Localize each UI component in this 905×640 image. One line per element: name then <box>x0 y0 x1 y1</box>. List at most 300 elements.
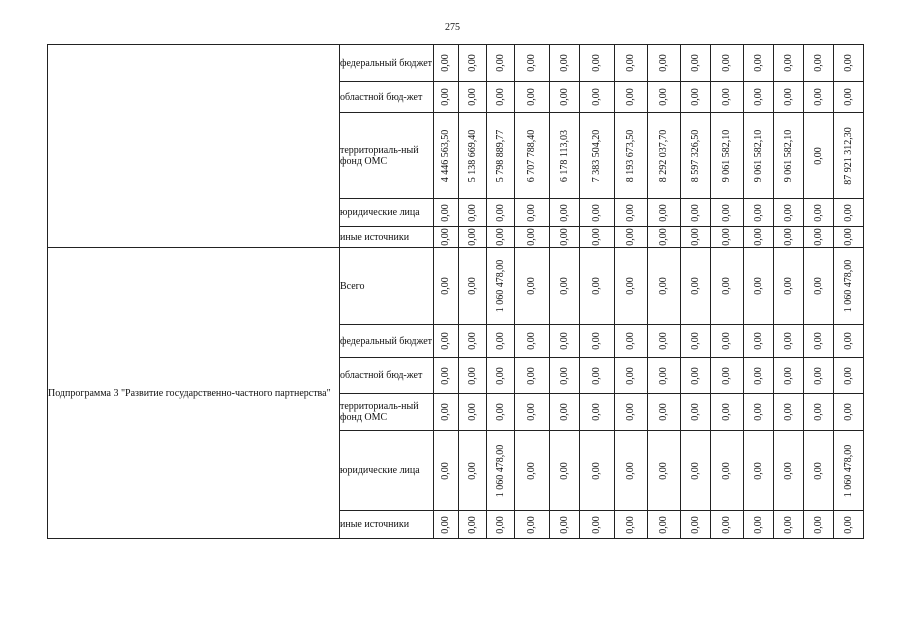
value-text: 0,00 <box>440 461 451 480</box>
value-cell <box>550 431 580 511</box>
value-text: 0,00 <box>782 366 794 385</box>
value-cell <box>744 45 774 82</box>
value-cell <box>550 113 580 199</box>
value-text: 0,00 <box>752 88 764 106</box>
value-text: 0,00 <box>752 203 764 222</box>
value-text: 0,00 <box>752 277 764 295</box>
value-cell <box>774 358 804 394</box>
value-cell <box>744 511 774 539</box>
funding-source-cell: областной бюд-жет <box>340 82 434 113</box>
value-text: 0,00 <box>689 203 701 222</box>
value-text: 0,00 <box>812 54 824 72</box>
value-text: 0,00 <box>782 515 794 534</box>
value-text: 0,00 <box>494 54 506 72</box>
value-cell <box>615 358 648 394</box>
value-text: 0,00 <box>782 203 794 222</box>
value-cell <box>774 511 804 539</box>
value-text: 0,00 <box>440 403 451 421</box>
value-text: 0,00 <box>440 228 451 246</box>
value-cell <box>711 248 744 325</box>
value-text: 0,00 <box>526 461 537 480</box>
value-cell <box>834 358 864 394</box>
value-cell <box>834 199 864 227</box>
value-text: 0,00 <box>625 277 636 295</box>
value-text: 0,00 <box>752 366 764 385</box>
value-text: 9 061 582,10 <box>721 129 732 182</box>
value-text: 0,00 <box>558 515 570 534</box>
value-cell <box>774 431 804 511</box>
value-text: 0,00 <box>689 88 701 106</box>
value-cell <box>774 199 804 227</box>
value-text: 0,00 <box>658 203 669 222</box>
value-cell <box>834 82 864 113</box>
value-text: 1 060 478,00 <box>842 259 854 313</box>
value-text: 9 061 582,10 <box>752 129 764 182</box>
value-text: 0,00 <box>752 403 764 421</box>
value-cell <box>550 82 580 113</box>
value-text: 0,00 <box>558 203 570 222</box>
value-cell <box>834 325 864 358</box>
value-text: 0,00 <box>689 366 701 385</box>
value-cell <box>615 199 648 227</box>
value-text: 0,00 <box>526 332 537 350</box>
value-cell <box>459 358 487 394</box>
value-cell <box>459 82 487 113</box>
value-text: 0,00 <box>440 54 451 72</box>
value-cell <box>580 199 615 227</box>
value-text: 0,00 <box>689 461 701 480</box>
value-cell <box>804 82 834 113</box>
value-cell <box>459 227 487 248</box>
value-cell <box>487 82 515 113</box>
value-cell <box>648 227 681 248</box>
value-text: 0,00 <box>625 332 636 350</box>
value-text: 0,00 <box>558 403 570 421</box>
value-text: 0,00 <box>466 461 478 480</box>
value-text: 0,00 <box>658 461 669 480</box>
value-cell <box>459 248 487 325</box>
value-text: 0,00 <box>782 461 794 480</box>
value-cell <box>681 358 711 394</box>
value-cell <box>615 248 648 325</box>
value-text: 0,00 <box>842 88 854 106</box>
value-cell <box>711 394 744 431</box>
value-text: 0,00 <box>721 203 732 222</box>
value-cell <box>580 358 615 394</box>
value-text: 0,00 <box>752 332 764 350</box>
value-text: 0,00 <box>721 515 732 534</box>
value-cell <box>487 227 515 248</box>
funding-source-cell: территориаль-ный фонд ОМС <box>340 394 434 431</box>
value-text: 5 798 889,77 <box>494 129 506 182</box>
value-text: 9 061 582,10 <box>782 129 794 182</box>
value-text: 0,00 <box>526 54 537 72</box>
value-text: 0,00 <box>812 403 824 421</box>
value-cell <box>434 82 459 113</box>
value-text: 0,00 <box>440 203 451 222</box>
value-cell <box>648 113 681 199</box>
value-text: 0,00 <box>526 515 537 534</box>
value-text: 0,00 <box>591 332 602 350</box>
value-text: 0,00 <box>625 88 636 106</box>
value-cell <box>648 45 681 82</box>
value-cell <box>434 199 459 227</box>
value-text: 0,00 <box>752 228 764 246</box>
value-text: 0,00 <box>494 203 506 222</box>
value-cell <box>515 113 550 199</box>
value-cell <box>648 431 681 511</box>
value-text: 0,00 <box>526 88 537 106</box>
value-text: 1 060 478,00 <box>494 444 506 497</box>
value-cell <box>459 199 487 227</box>
value-text: 0,00 <box>526 228 537 246</box>
value-text: 1 060 478,00 <box>842 444 854 497</box>
value-text: 0,00 <box>558 332 570 350</box>
value-cell <box>615 45 648 82</box>
value-text: 0,00 <box>558 366 570 385</box>
value-cell <box>515 248 550 325</box>
value-cell <box>615 325 648 358</box>
value-cell <box>648 358 681 394</box>
value-cell <box>615 511 648 539</box>
value-cell <box>834 394 864 431</box>
value-text: 0,00 <box>752 461 764 480</box>
value-cell <box>434 113 459 199</box>
value-text: 0,00 <box>625 403 636 421</box>
value-cell <box>550 248 580 325</box>
value-cell <box>459 325 487 358</box>
value-cell <box>711 431 744 511</box>
value-text: 0,00 <box>591 277 602 295</box>
value-text: 0,00 <box>812 203 824 222</box>
value-text: 8 597 326,50 <box>689 129 701 182</box>
funding-source-cell: иные источники <box>340 227 434 248</box>
value-text: 0,00 <box>466 203 478 222</box>
value-text: 0,00 <box>658 88 669 106</box>
value-text: 0,00 <box>625 228 636 246</box>
value-text: 0,00 <box>526 203 537 222</box>
value-text: 0,00 <box>440 366 451 385</box>
value-text: 0,00 <box>721 228 732 246</box>
value-cell <box>744 82 774 113</box>
value-text: 0,00 <box>689 332 701 350</box>
value-cell <box>515 227 550 248</box>
funding-source-cell: иные источники <box>340 511 434 539</box>
value-text: 0,00 <box>466 228 478 246</box>
funding-source-cell: федеральный бюджет <box>340 325 434 358</box>
value-cell <box>681 227 711 248</box>
value-text: 0,00 <box>591 228 602 246</box>
value-text: 0,00 <box>812 332 824 350</box>
value-cell <box>515 82 550 113</box>
value-cell <box>550 199 580 227</box>
value-cell <box>834 113 864 199</box>
value-text: 0,00 <box>494 515 506 534</box>
value-cell <box>774 82 804 113</box>
value-text: 6 178 113,03 <box>558 129 570 182</box>
value-cell <box>681 511 711 539</box>
value-cell <box>580 45 615 82</box>
value-cell <box>648 394 681 431</box>
value-text: 0,00 <box>625 515 636 534</box>
funding-source-cell: федеральный бюджет <box>340 45 434 82</box>
value-cell <box>580 511 615 539</box>
value-cell <box>515 45 550 82</box>
value-text: 0,00 <box>812 461 824 480</box>
value-cell <box>774 227 804 248</box>
value-text: 0,00 <box>812 515 824 534</box>
value-text: 0,00 <box>721 403 732 421</box>
value-text: 0,00 <box>558 228 570 246</box>
value-text: 0,00 <box>689 403 701 421</box>
value-cell <box>744 431 774 511</box>
table-row <box>48 248 864 325</box>
value-text: 0,00 <box>721 332 732 350</box>
value-cell <box>487 113 515 199</box>
value-text: 0,00 <box>782 332 794 350</box>
value-text: 0,00 <box>658 366 669 385</box>
value-text: 0,00 <box>782 277 794 295</box>
value-text: 0,00 <box>782 228 794 246</box>
value-text: 0,00 <box>466 88 478 106</box>
value-cell <box>434 227 459 248</box>
value-text: 8 292 037,70 <box>658 129 669 182</box>
budget-table <box>47 44 864 539</box>
value-text: 0,00 <box>842 203 854 222</box>
value-text: 0,00 <box>494 403 506 421</box>
value-cell <box>459 431 487 511</box>
value-cell <box>681 248 711 325</box>
value-text: 0,00 <box>812 146 824 165</box>
value-text: 0,00 <box>466 332 478 350</box>
value-text: 5 138 669,40 <box>466 129 478 182</box>
value-text: 0,00 <box>721 88 732 106</box>
value-cell <box>774 45 804 82</box>
value-text: 0,00 <box>494 332 506 350</box>
value-text: 8 193 673,50 <box>625 129 636 182</box>
value-cell <box>834 227 864 248</box>
value-cell <box>550 511 580 539</box>
value-cell <box>487 358 515 394</box>
value-cell <box>774 394 804 431</box>
value-text: 0,00 <box>625 54 636 72</box>
value-cell <box>834 431 864 511</box>
value-cell <box>681 199 711 227</box>
budget-table-body <box>48 45 864 539</box>
value-cell <box>434 45 459 82</box>
value-cell <box>648 199 681 227</box>
program-name-cell <box>48 45 340 248</box>
value-cell <box>550 325 580 358</box>
value-text: 0,00 <box>591 515 602 534</box>
value-text: 0,00 <box>689 54 701 72</box>
value-cell <box>459 45 487 82</box>
value-cell <box>744 325 774 358</box>
value-cell <box>487 45 515 82</box>
page-number: 275 <box>445 22 460 33</box>
value-text: 0,00 <box>440 332 451 350</box>
value-cell <box>711 82 744 113</box>
value-cell <box>834 511 864 539</box>
value-text: 0,00 <box>466 515 478 534</box>
value-text: 0,00 <box>812 277 824 295</box>
value-cell <box>681 45 711 82</box>
value-cell <box>744 113 774 199</box>
value-text: 0,00 <box>658 332 669 350</box>
value-cell <box>459 394 487 431</box>
value-text: 0,00 <box>812 366 824 385</box>
value-cell <box>434 394 459 431</box>
value-cell <box>487 248 515 325</box>
value-text: 0,00 <box>558 277 570 295</box>
value-text: 0,00 <box>494 366 506 385</box>
value-cell <box>681 325 711 358</box>
value-text: 0,00 <box>591 366 602 385</box>
value-cell <box>711 358 744 394</box>
value-cell <box>434 248 459 325</box>
value-text: 0,00 <box>466 277 478 295</box>
value-cell <box>648 82 681 113</box>
value-text: 0,00 <box>658 228 669 246</box>
value-cell <box>744 358 774 394</box>
value-cell <box>804 325 834 358</box>
value-cell <box>515 431 550 511</box>
value-cell <box>434 431 459 511</box>
value-text: 0,00 <box>466 403 478 421</box>
value-cell <box>681 431 711 511</box>
value-text: 0,00 <box>625 203 636 222</box>
value-text: 0,00 <box>494 228 506 246</box>
value-cell <box>550 45 580 82</box>
value-cell <box>804 511 834 539</box>
value-cell <box>774 113 804 199</box>
value-cell <box>580 325 615 358</box>
value-text: 0,00 <box>689 277 701 295</box>
value-cell <box>834 45 864 82</box>
value-text: 0,00 <box>842 403 854 421</box>
value-cell <box>580 248 615 325</box>
value-cell <box>774 325 804 358</box>
value-text: 0,00 <box>842 228 854 246</box>
value-cell <box>744 227 774 248</box>
value-cell <box>515 199 550 227</box>
value-text: 0,00 <box>842 54 854 72</box>
value-text: 0,00 <box>440 88 451 106</box>
value-cell <box>580 82 615 113</box>
value-text: 4 446 563,50 <box>440 129 451 182</box>
value-cell <box>648 248 681 325</box>
value-cell <box>681 82 711 113</box>
value-text: 0,00 <box>558 461 570 480</box>
value-cell <box>804 358 834 394</box>
value-text: 0,00 <box>591 203 602 222</box>
value-text: 0,00 <box>721 366 732 385</box>
program-name-cell: Подпрограмма 3 "Развитие государственно-частного партнерства" <box>48 248 340 539</box>
value-cell <box>744 394 774 431</box>
value-cell <box>681 394 711 431</box>
value-text: 7 383 504,20 <box>591 129 602 182</box>
value-cell <box>487 199 515 227</box>
value-text: 1 060 478,00 <box>494 259 506 313</box>
funding-source-cell: юридические лица <box>340 199 434 227</box>
value-cell <box>615 227 648 248</box>
value-cell <box>615 113 648 199</box>
value-cell <box>615 82 648 113</box>
value-text: 0,00 <box>782 88 794 106</box>
value-cell <box>711 227 744 248</box>
funding-source-cell: территориаль-ный фонд ОМС <box>340 113 434 199</box>
value-text: 0,00 <box>591 54 602 72</box>
value-cell <box>744 248 774 325</box>
value-text: 0,00 <box>625 366 636 385</box>
value-cell <box>580 394 615 431</box>
value-cell <box>711 325 744 358</box>
value-text: 0,00 <box>689 515 701 534</box>
value-cell <box>804 394 834 431</box>
value-text: 0,00 <box>558 54 570 72</box>
value-text: 0,00 <box>658 277 669 295</box>
value-text: 0,00 <box>526 277 537 295</box>
value-cell <box>648 511 681 539</box>
value-text: 0,00 <box>782 54 794 72</box>
value-cell <box>804 113 834 199</box>
value-text: 0,00 <box>842 515 854 534</box>
table-row <box>48 45 864 82</box>
value-cell <box>774 248 804 325</box>
value-text: 0,00 <box>466 366 478 385</box>
value-text: 0,00 <box>591 88 602 106</box>
value-text: 0,00 <box>440 515 451 534</box>
value-text: 6 707 788,40 <box>526 129 537 182</box>
value-cell <box>515 394 550 431</box>
value-text: 0,00 <box>812 88 824 106</box>
value-cell <box>804 248 834 325</box>
value-text: 0,00 <box>658 515 669 534</box>
value-cell <box>580 113 615 199</box>
value-text: 0,00 <box>658 54 669 72</box>
value-text: 0,00 <box>812 228 824 246</box>
value-cell <box>711 45 744 82</box>
value-cell <box>804 431 834 511</box>
value-text: 0,00 <box>526 366 537 385</box>
value-cell <box>648 325 681 358</box>
value-cell <box>804 199 834 227</box>
value-text: 0,00 <box>591 461 602 480</box>
value-cell <box>459 511 487 539</box>
value-cell <box>487 394 515 431</box>
value-text: 0,00 <box>721 54 732 72</box>
value-cell <box>515 358 550 394</box>
funding-source-cell: областной бюд-жет <box>340 358 434 394</box>
value-cell <box>550 227 580 248</box>
value-cell <box>711 511 744 539</box>
value-cell <box>681 113 711 199</box>
value-text: 0,00 <box>782 403 794 421</box>
value-text: 0,00 <box>466 54 478 72</box>
value-cell <box>515 511 550 539</box>
funding-source-cell: юридические лица <box>340 431 434 511</box>
value-text: 0,00 <box>526 403 537 421</box>
value-cell <box>550 394 580 431</box>
value-cell <box>434 325 459 358</box>
value-cell <box>804 45 834 82</box>
value-cell <box>580 431 615 511</box>
value-cell <box>615 394 648 431</box>
value-text: 0,00 <box>721 277 732 295</box>
value-cell <box>711 113 744 199</box>
value-text: 0,00 <box>658 403 669 421</box>
value-text: 0,00 <box>494 88 506 106</box>
